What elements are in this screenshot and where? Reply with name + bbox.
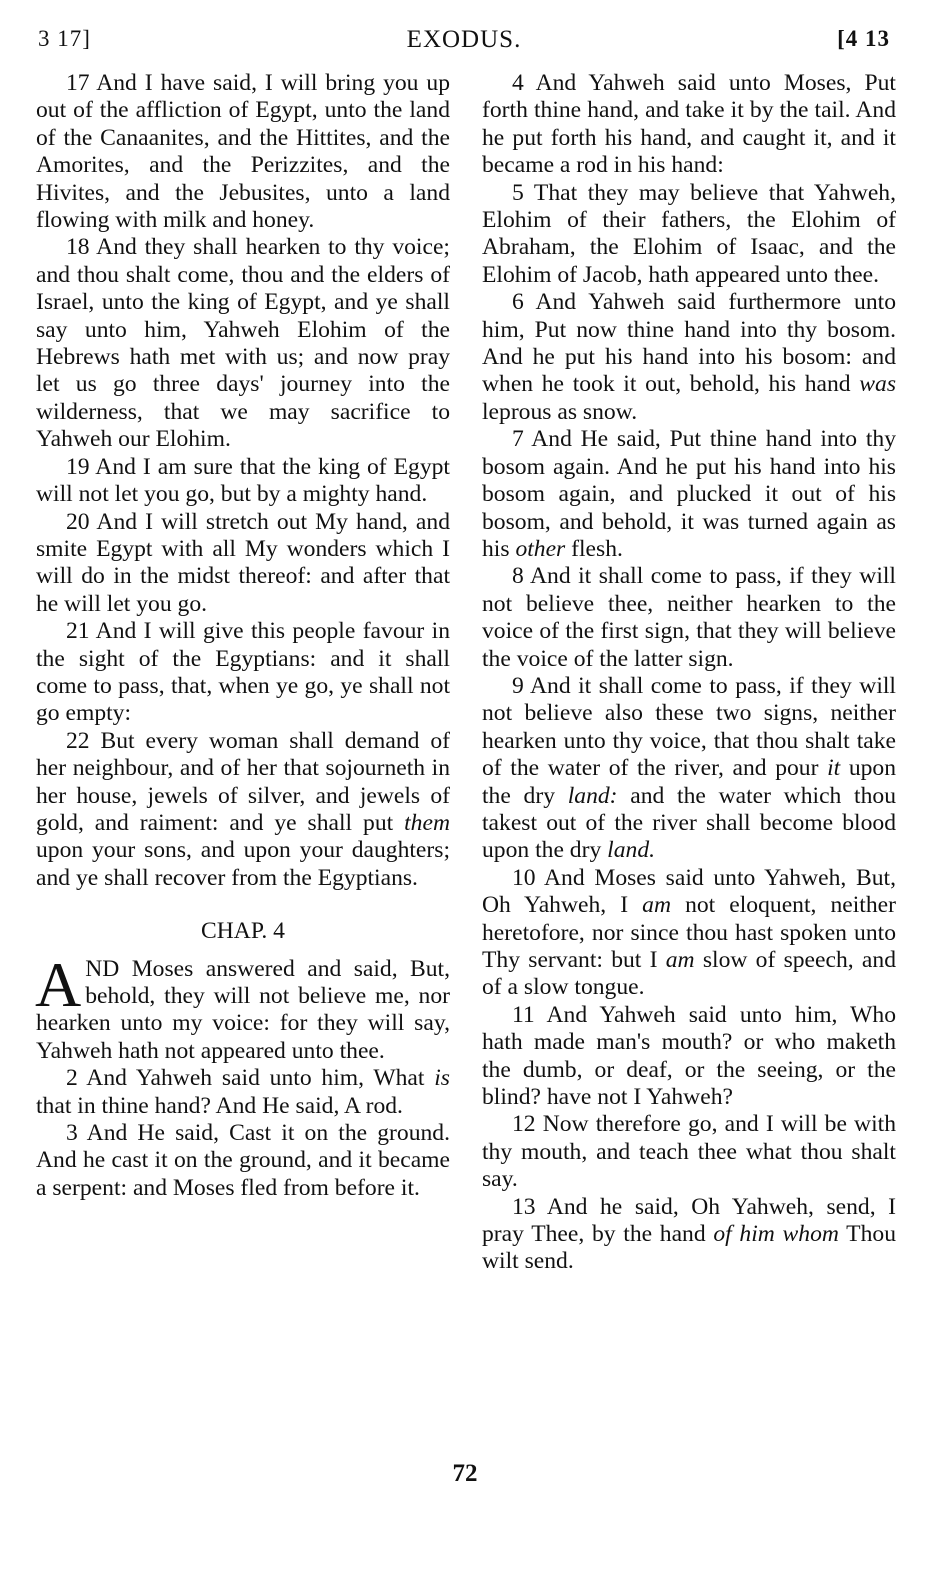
header-book-title: EXODUS. bbox=[406, 26, 522, 53]
verse-4-7: 7 And He said, Put thine hand into thy bosom again. And he put his hand into his bosom again, and plucked it out of his bosom, and behold, it was turned again as his other flesh. bbox=[482, 426, 896, 562]
verse-3-22: 22 But every woman shall demand of her neighbour, and of her that sojourneth in her house, jewels of silver, and jewels of gold, and raiment: and ye shall put them upon your sons, and upon your daughters; and ye shall recover from the Egyptians. bbox=[36, 727, 450, 891]
verse-3-18: 18 And they shall hearken to thy voice; and thou shalt come, thou and the elders of Israel, unto the king of Egypt, and ye shall say unto him, Yahweh Elohim of the Hebrews hath met with us; and now pray let us go three days' journey into the wilderness, that we may sacrifice to Yahweh our Elohim. bbox=[36, 234, 450, 453]
verse-3-19: 19 And I am sure that the king of Egypt will not let you go, but by a mighty hand. bbox=[36, 453, 450, 508]
verse-4-10: 10 And Moses said unto Yahweh, But, Oh Yahweh, I am not eloquent, neither heretofore, nor since thou hast spoken unto Thy servant: but I am slow of speech, and of a slow tongue. bbox=[482, 864, 896, 1001]
verse-3-20: 20 And I will stretch out My hand, and smite Egypt with all My wonders which I will do in the midst thereof: and after that he will let you go. bbox=[36, 508, 450, 617]
verse-4-8: 8 And it shall come to pass, if they will not believe thee, neither hearken to the voice of the first sign, that they will believe the voice of the latter sign. bbox=[482, 563, 896, 672]
verse-4-3: 3 And He said, Cast it on the ground. And he cast it on the ground, and it became a serpent: and Moses fled from before it. bbox=[36, 1120, 450, 1201]
chapter-heading: CHAP. 4 bbox=[201, 918, 285, 945]
verse-4-1: AND Moses answered and said, But, behold, they will not believe me, nor hearken unto my voice: for they will say, Yahweh hath not appeared unto thee. bbox=[35, 948, 450, 1064]
verse-3-17: 17 And I have said, I will bring you up out of the affliction of Egypt, unto the land of the Canaanites, and the Hittites, and the Amorites, and the Perizzites, and the Hivites, and the Jebusites, unto a land flowing with milk and honey. bbox=[36, 70, 450, 234]
verse-4-9: 9 And it shall come to pass, if they will not believe also these two signs, neither hearken unto thy voice, that thou shalt take of the water of the river, and pour it upon the dry land: and the water which thou takest out of the river shall become blood upon the dry land. bbox=[482, 672, 897, 864]
verse-4-6: 6 And Yahweh said furthermore unto him, Put now thine hand into thy bosom. And he put his hand into his bosom: and when he took it out, behold, his hand was leprous as snow. bbox=[482, 289, 896, 425]
drop-cap: A bbox=[35, 948, 82, 1020]
verse-4-5: 5 That they may believe that Yahweh, Elohim of their fathers, the Elohim of Abraham, the Elohim of Isaac, and the Elohim of Jacob, hath appeared unto thee. bbox=[482, 179, 896, 288]
header-right-reference: [4 13 bbox=[837, 26, 890, 51]
verse-4-12: 12 Now therefore go, and I will be with thy mouth, and teach thee what thou shalt say. bbox=[482, 1111, 896, 1193]
verse-4-4: 4 And Yahweh said unto Moses, Put forth thine hand, and take it by the tail. And he put forth his hand, and caught it, and it became a rod in his hand: bbox=[482, 70, 896, 179]
right-column bbox=[482, 70, 896, 1276]
verse-4-2: 2 And Yahweh said unto him, What is that in thine hand? And He said, A rod. bbox=[36, 1065, 450, 1119]
left-column bbox=[36, 70, 450, 1202]
header-left-reference: 3 17] bbox=[38, 26, 91, 51]
verse-4-11: 11 And Yahweh said unto him, Who hath made man's mouth? or who maketh the dumb, or deaf, or the seeing, or the blind? have not I Yahweh? bbox=[482, 1001, 896, 1111]
running-header bbox=[38, 26, 890, 62]
page-number: 72 bbox=[452, 1460, 478, 1487]
verse-3-21: 21 And I will give this people favour in the sight of the Egyptians: and it shall come to pass, that, when ye go, ye shall not go empty: bbox=[36, 618, 450, 727]
verse-4-13: 13 And he said, Oh Yahweh, send, I pray Thee, by the hand of him whom Thou wilt send. bbox=[482, 1193, 896, 1275]
